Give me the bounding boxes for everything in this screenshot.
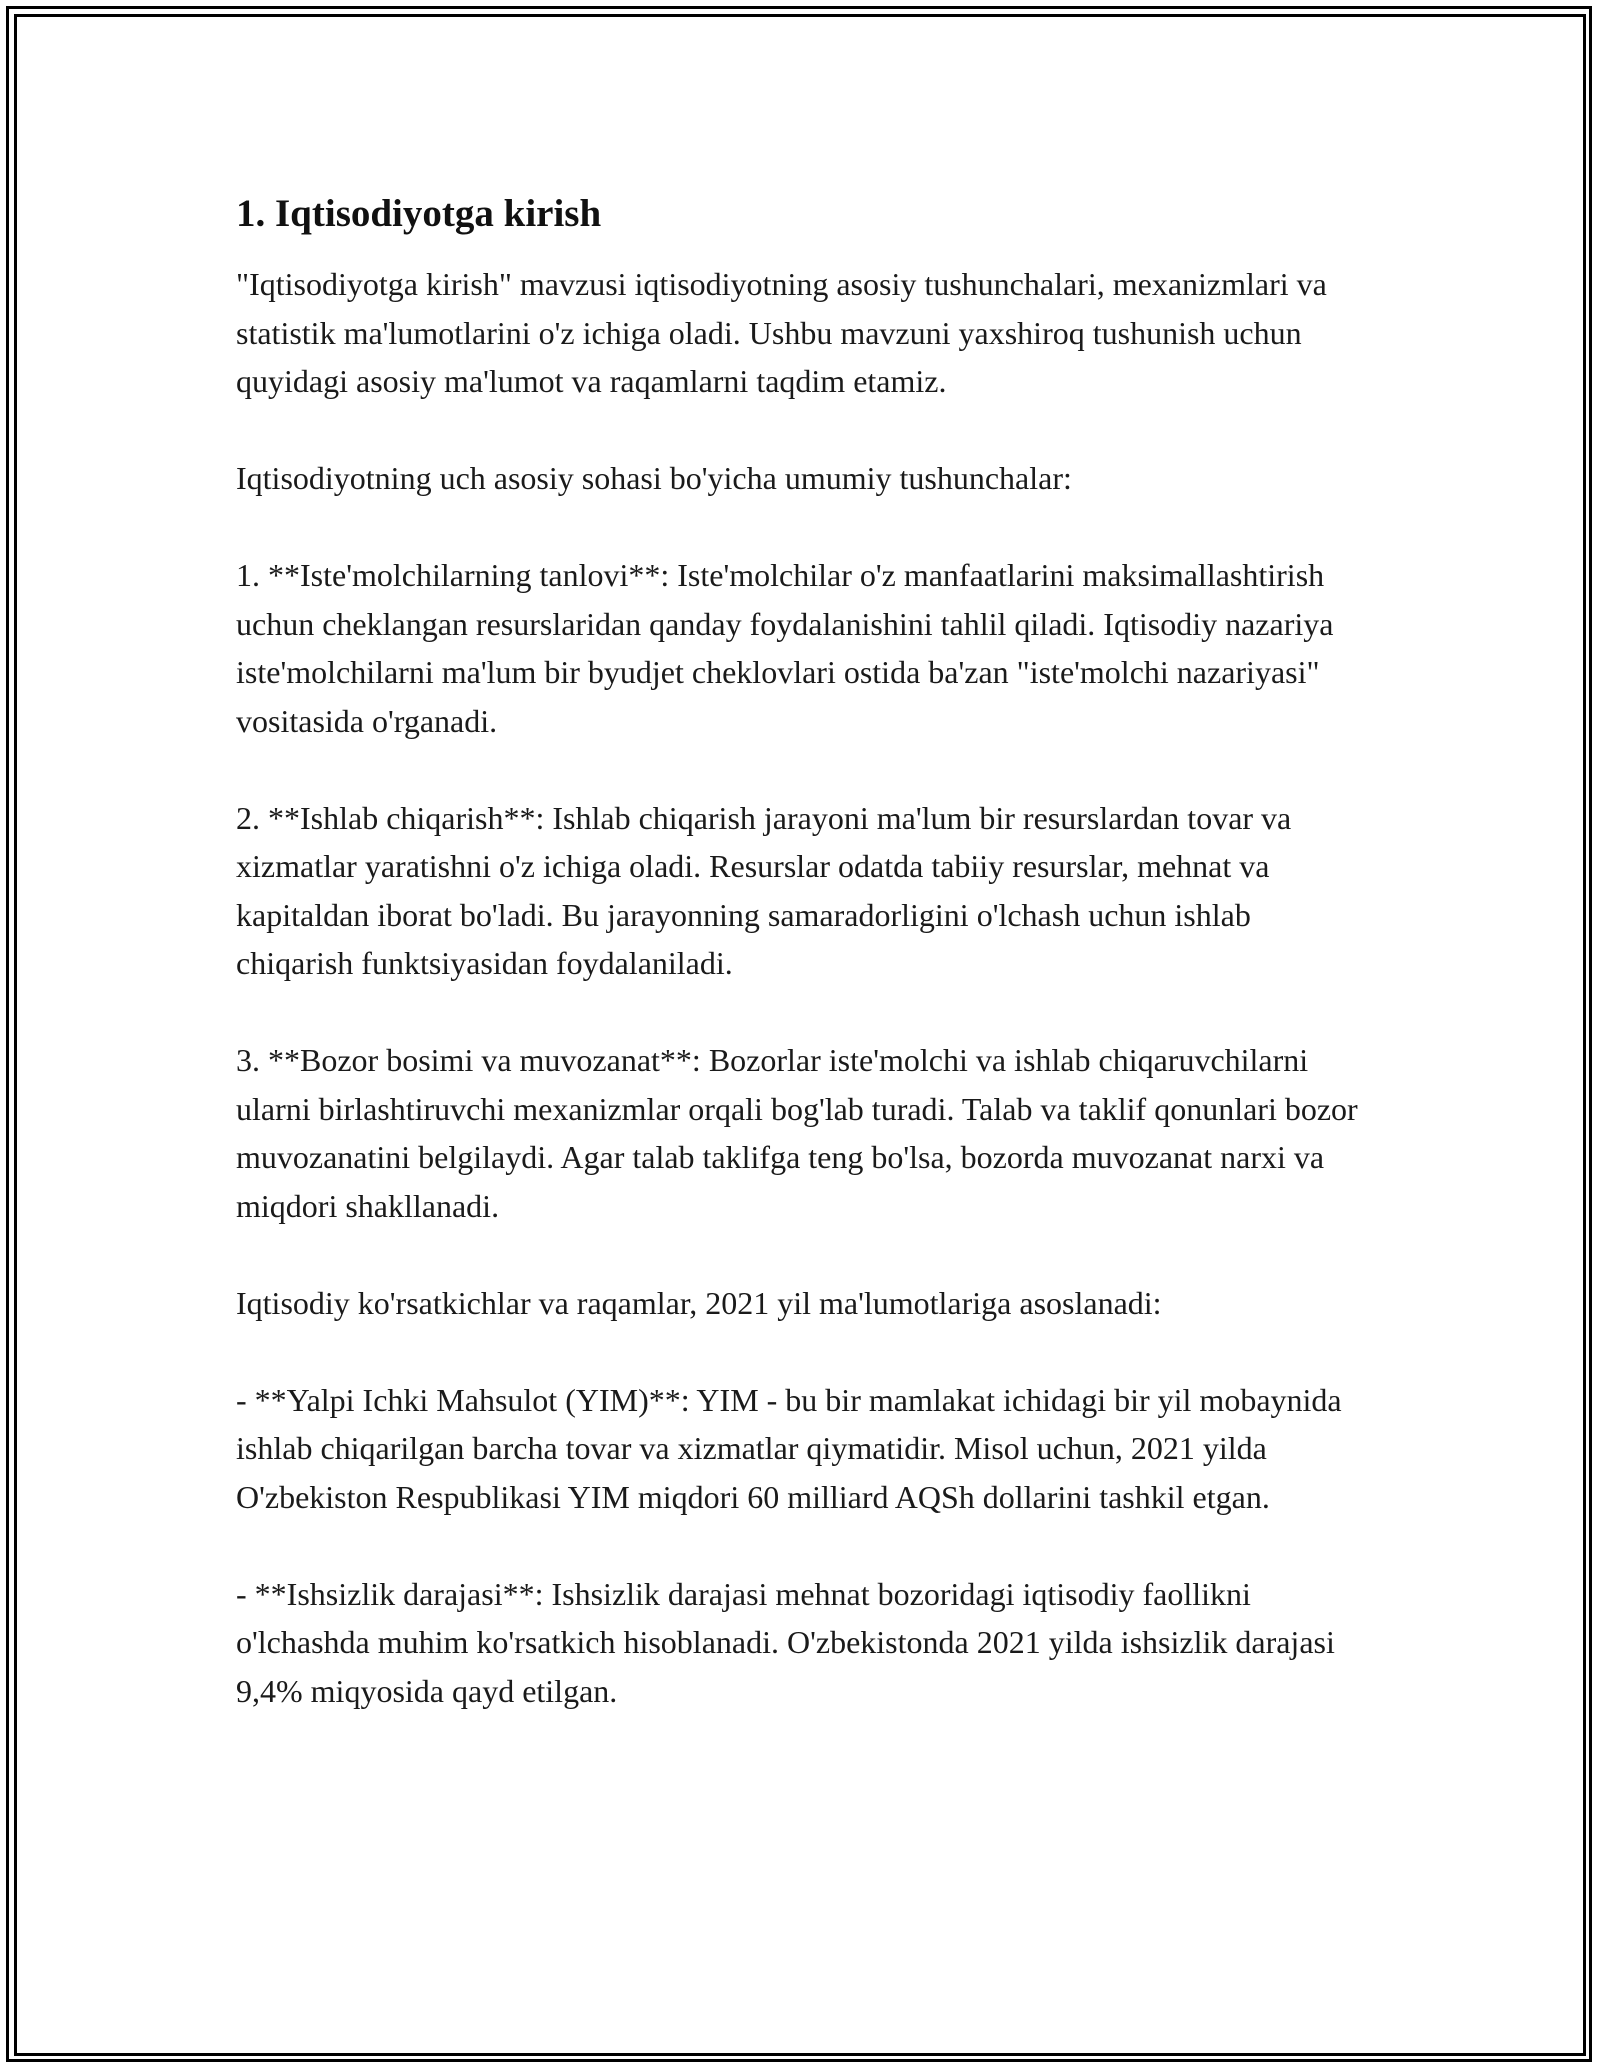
areas-lead-paragraph: Iqtisodiyotning uch asosiy sohasi bo'yicha umumiy tushunchalar: (236, 460, 1072, 496)
gdp-paragraph: - **Yalpi Ichki Mahsulot (YIM)**: YIM - bu bir mamlakat ichidagi bir yil mobaynida ishlab chiqarilgan barcha tovar va xizmatlar qiymatidir. Misol uchun, 2021 yilda O'zbekiston Respublikasi YIM miqdori 60 milliard AQSh dollarini tashkil etgan. (236, 1381, 1342, 1515)
intro-paragraph: "Iqtisodiyotga kirish" mavzusi iqtisodiyotning asosiy tushunchalari, mexanizmlari va statistik ma'lumotlarini o'z ichiga oladi. Ushbu mavzuni yaxshiroq tushunish uchun quyidagi asosiy ma'lumot va raqamlarni taqdim etamiz. (236, 266, 1327, 399)
indicators-lead-paragraph: Iqtisodiy ko'rsatkichlar va raqamlar, 2021 yil ma'lumotlariga asoslanadi: (236, 1284, 1162, 1321)
consumer-choice-paragraph: 1. **Iste'molchilarning tanlovi**: Iste'molchilar o'z manfaatlarini maksimallashtirish uchun cheklangan resurslaridan qanday foydalanishini tahlil qiladi. Iqtisodiy nazariya iste'molchilarni ma'lum bir byudjet cheklovlari ostida ba'zan "iste'molchi nazariyasi" vositasida o'rganadi. (236, 557, 1334, 739)
production-paragraph: 2. **Ishlab chiqarish**: Ishlab chiqarish jarayoni ma'lum bir resurslardan tovar va xizmatlar yaratishni o'z ichiga oladi. Resurslar odatda tabiiy resurslar, mehnat va kapitaldan iborat bo'ladi. Bu jarayonning samaradorligini o'lchash uchun ishlab chiqarish funktsiyasidan foydalaniladi. (236, 799, 1292, 981)
market-equilibrium-paragraph: 3. **Bozor bosimi va muvozanat**: Bozorlar iste'molchi va ishlab chiqaruvchilarni ularni birlashtiruvchi mexanizmlar orqali bog'lab turadi. Talab va taklif qonunlari bozor muvozanatini belgilaydi. Agar talab taklifga teng bo'lsa, bozorda muvozanat narxi va miqdori shakllanadi. (236, 1042, 1358, 1224)
section-heading: 1. Iqtisodiyotga kirish (236, 192, 602, 235)
unemployment-paragraph: - **Ishsizlik darajasi**: Ishsizlik darajasi mehnat bozoridagi iqtisodiy faollikni o'lchashda muhim ko'rsatkich hisoblanadi. O'zbekistonda 2021 yilda ishsizlik darajasi 9,4% miqyosida qayd etilgan. (236, 1575, 1335, 1709)
document-body (236, 186, 1366, 1764)
